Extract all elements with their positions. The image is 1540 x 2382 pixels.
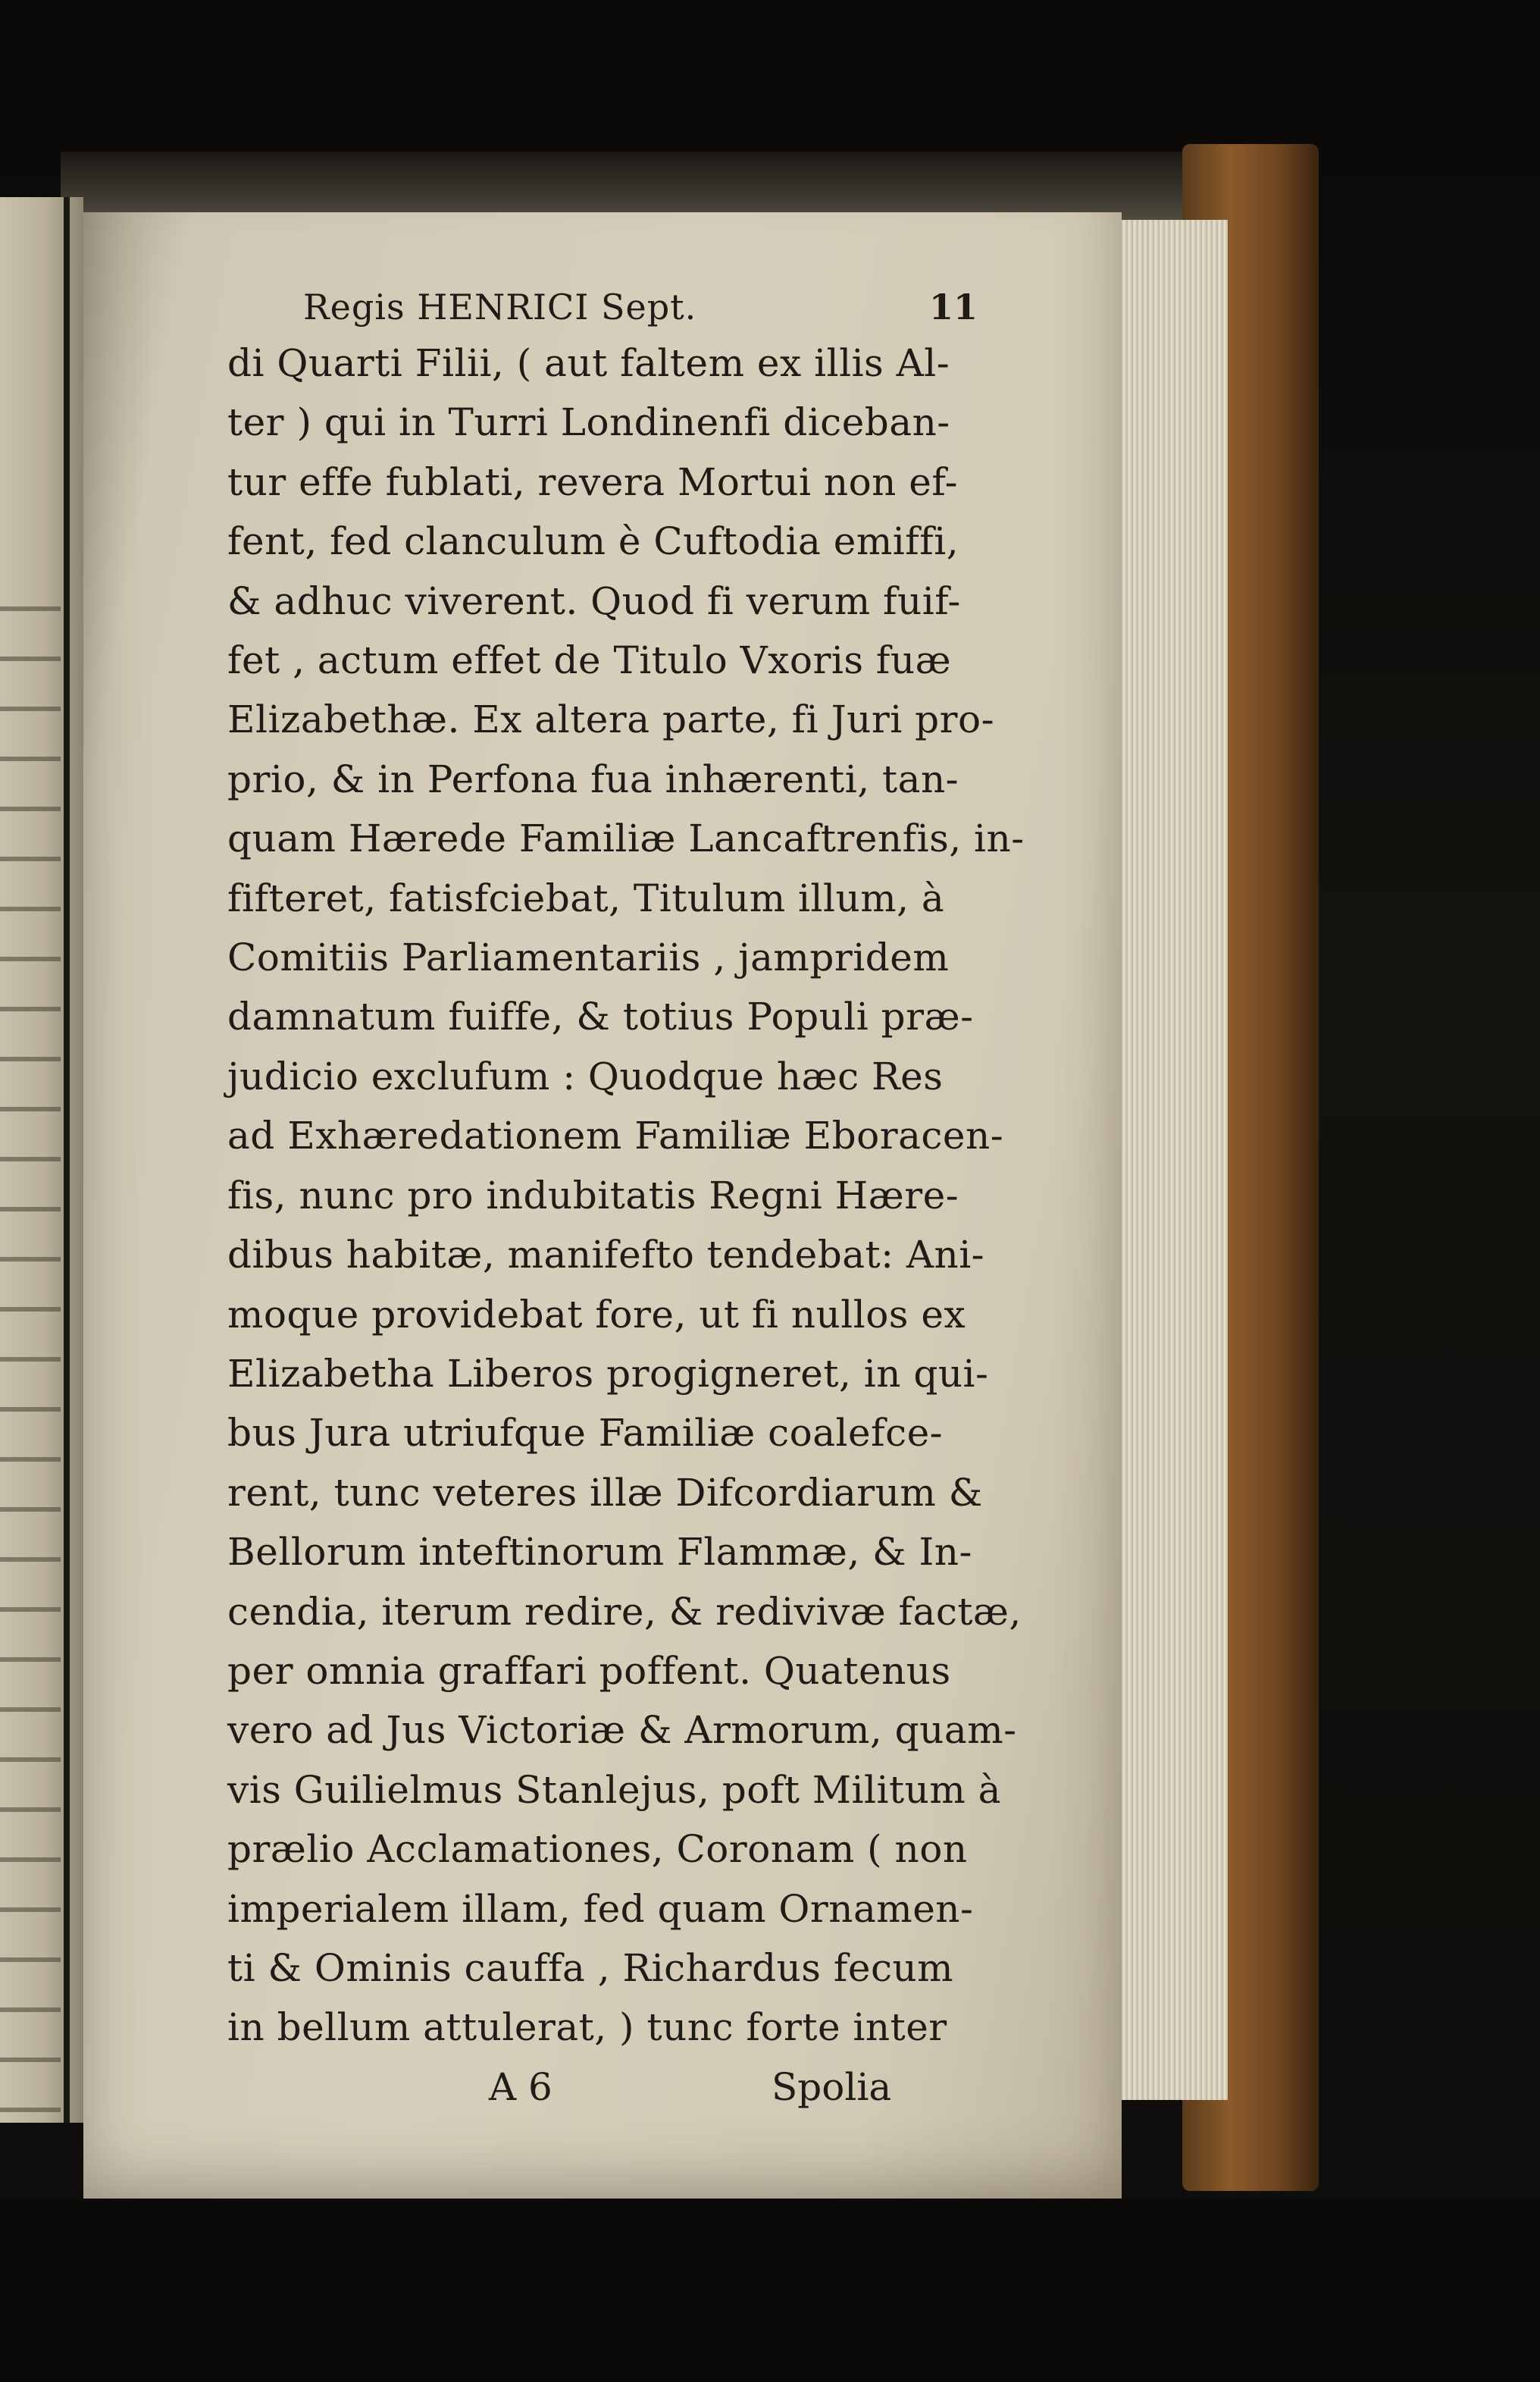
text-line: judicio exclufum : Quodque hæc Res (227, 1054, 944, 1099)
text-line: dibus habitæ, manifefto tendebat: Ani- (227, 1233, 985, 1277)
footer-line (227, 2058, 985, 2118)
text-line: rent, tunc veteres illæ Difcordiarum & (227, 1470, 983, 1515)
text-line: ter ) qui in Turri Londinenfi diceban- (227, 400, 950, 445)
running-head (227, 281, 985, 334)
text-line: & adhuc viverent. Quod fi verum fuif- (227, 578, 961, 623)
text-line: ti & Ominis cauffa , Richardus fecum (227, 1945, 954, 1990)
running-title: Regis HENRICI Sept. (303, 287, 697, 328)
text-line: prio, & in Perfona fua inhærenti, tan- (227, 757, 959, 801)
text-line: bus Jura utriufque Familiæ coalefce- (227, 1411, 944, 1456)
text-line: di Quarti Filii, ( aut faltem ex illis Al- (227, 341, 950, 385)
text-line: Bellorum inteftinorum Flammæ, & In- (227, 1530, 972, 1575)
text-line: Elizabetha Liberos progigneret, in qui- (227, 1351, 989, 1396)
left-page-stack (0, 197, 83, 2123)
left-page-text-fragments (0, 561, 61, 2153)
text-line: fifteret, fatisfciebat, Titulum illum, à (227, 876, 945, 920)
text-line: per omnia graffari poffent. Quatenus (227, 1648, 951, 1693)
text-line: Comitiis Parliamentariis , jampridem (227, 936, 950, 980)
text-line: imperialem illam, fed quam Ornamen- (227, 1886, 974, 1931)
text-line: fet , actum effet de Titulo Vxoris fuæ (227, 638, 952, 683)
text-line: vero ad Jus Victoriæ & Armorum, quam- (227, 1708, 1017, 1753)
text-line: Elizabethæ. Ex altera parte, fi Juri pro- (227, 697, 995, 742)
text-line: vis Guilielmus Stanlejus, poft Militum à (227, 1767, 1001, 1812)
text-line: tur effe fublati, revera Mortui non ef- (227, 459, 958, 504)
text-line: in bellum attulerat, ) tunc forte inter (227, 2005, 947, 2050)
text-line: fis, nunc pro indubitatis Regni Hære- (227, 1173, 959, 1218)
catchword: Spolia (772, 2064, 892, 2109)
text-line: moque providebat fore, ut fi nullos ex (227, 1292, 966, 1337)
bottom-shadow (0, 2199, 1540, 2382)
text-line: damnatum fuiffe, & totius Populi præ- (227, 995, 974, 1039)
body-text (227, 334, 1025, 2058)
text-line: cendia, iterum redire, & redivivæ factæ, (227, 1589, 1022, 1634)
text-line: fent, fed clanculum è Cuftodia emiffi, (227, 519, 959, 564)
text-line: quam Hærede Familiæ Lancaftrenfis, in- (227, 816, 1025, 861)
text-line: ad Exhæredationem Familiæ Eboracen- (227, 1114, 1004, 1158)
text-line: prælio Acclamationes, Coronam ( non (227, 1827, 968, 1872)
page-text-block (227, 281, 1025, 2118)
signature-mark: A 6 (489, 2064, 552, 2109)
page-number: 11 (928, 287, 978, 328)
